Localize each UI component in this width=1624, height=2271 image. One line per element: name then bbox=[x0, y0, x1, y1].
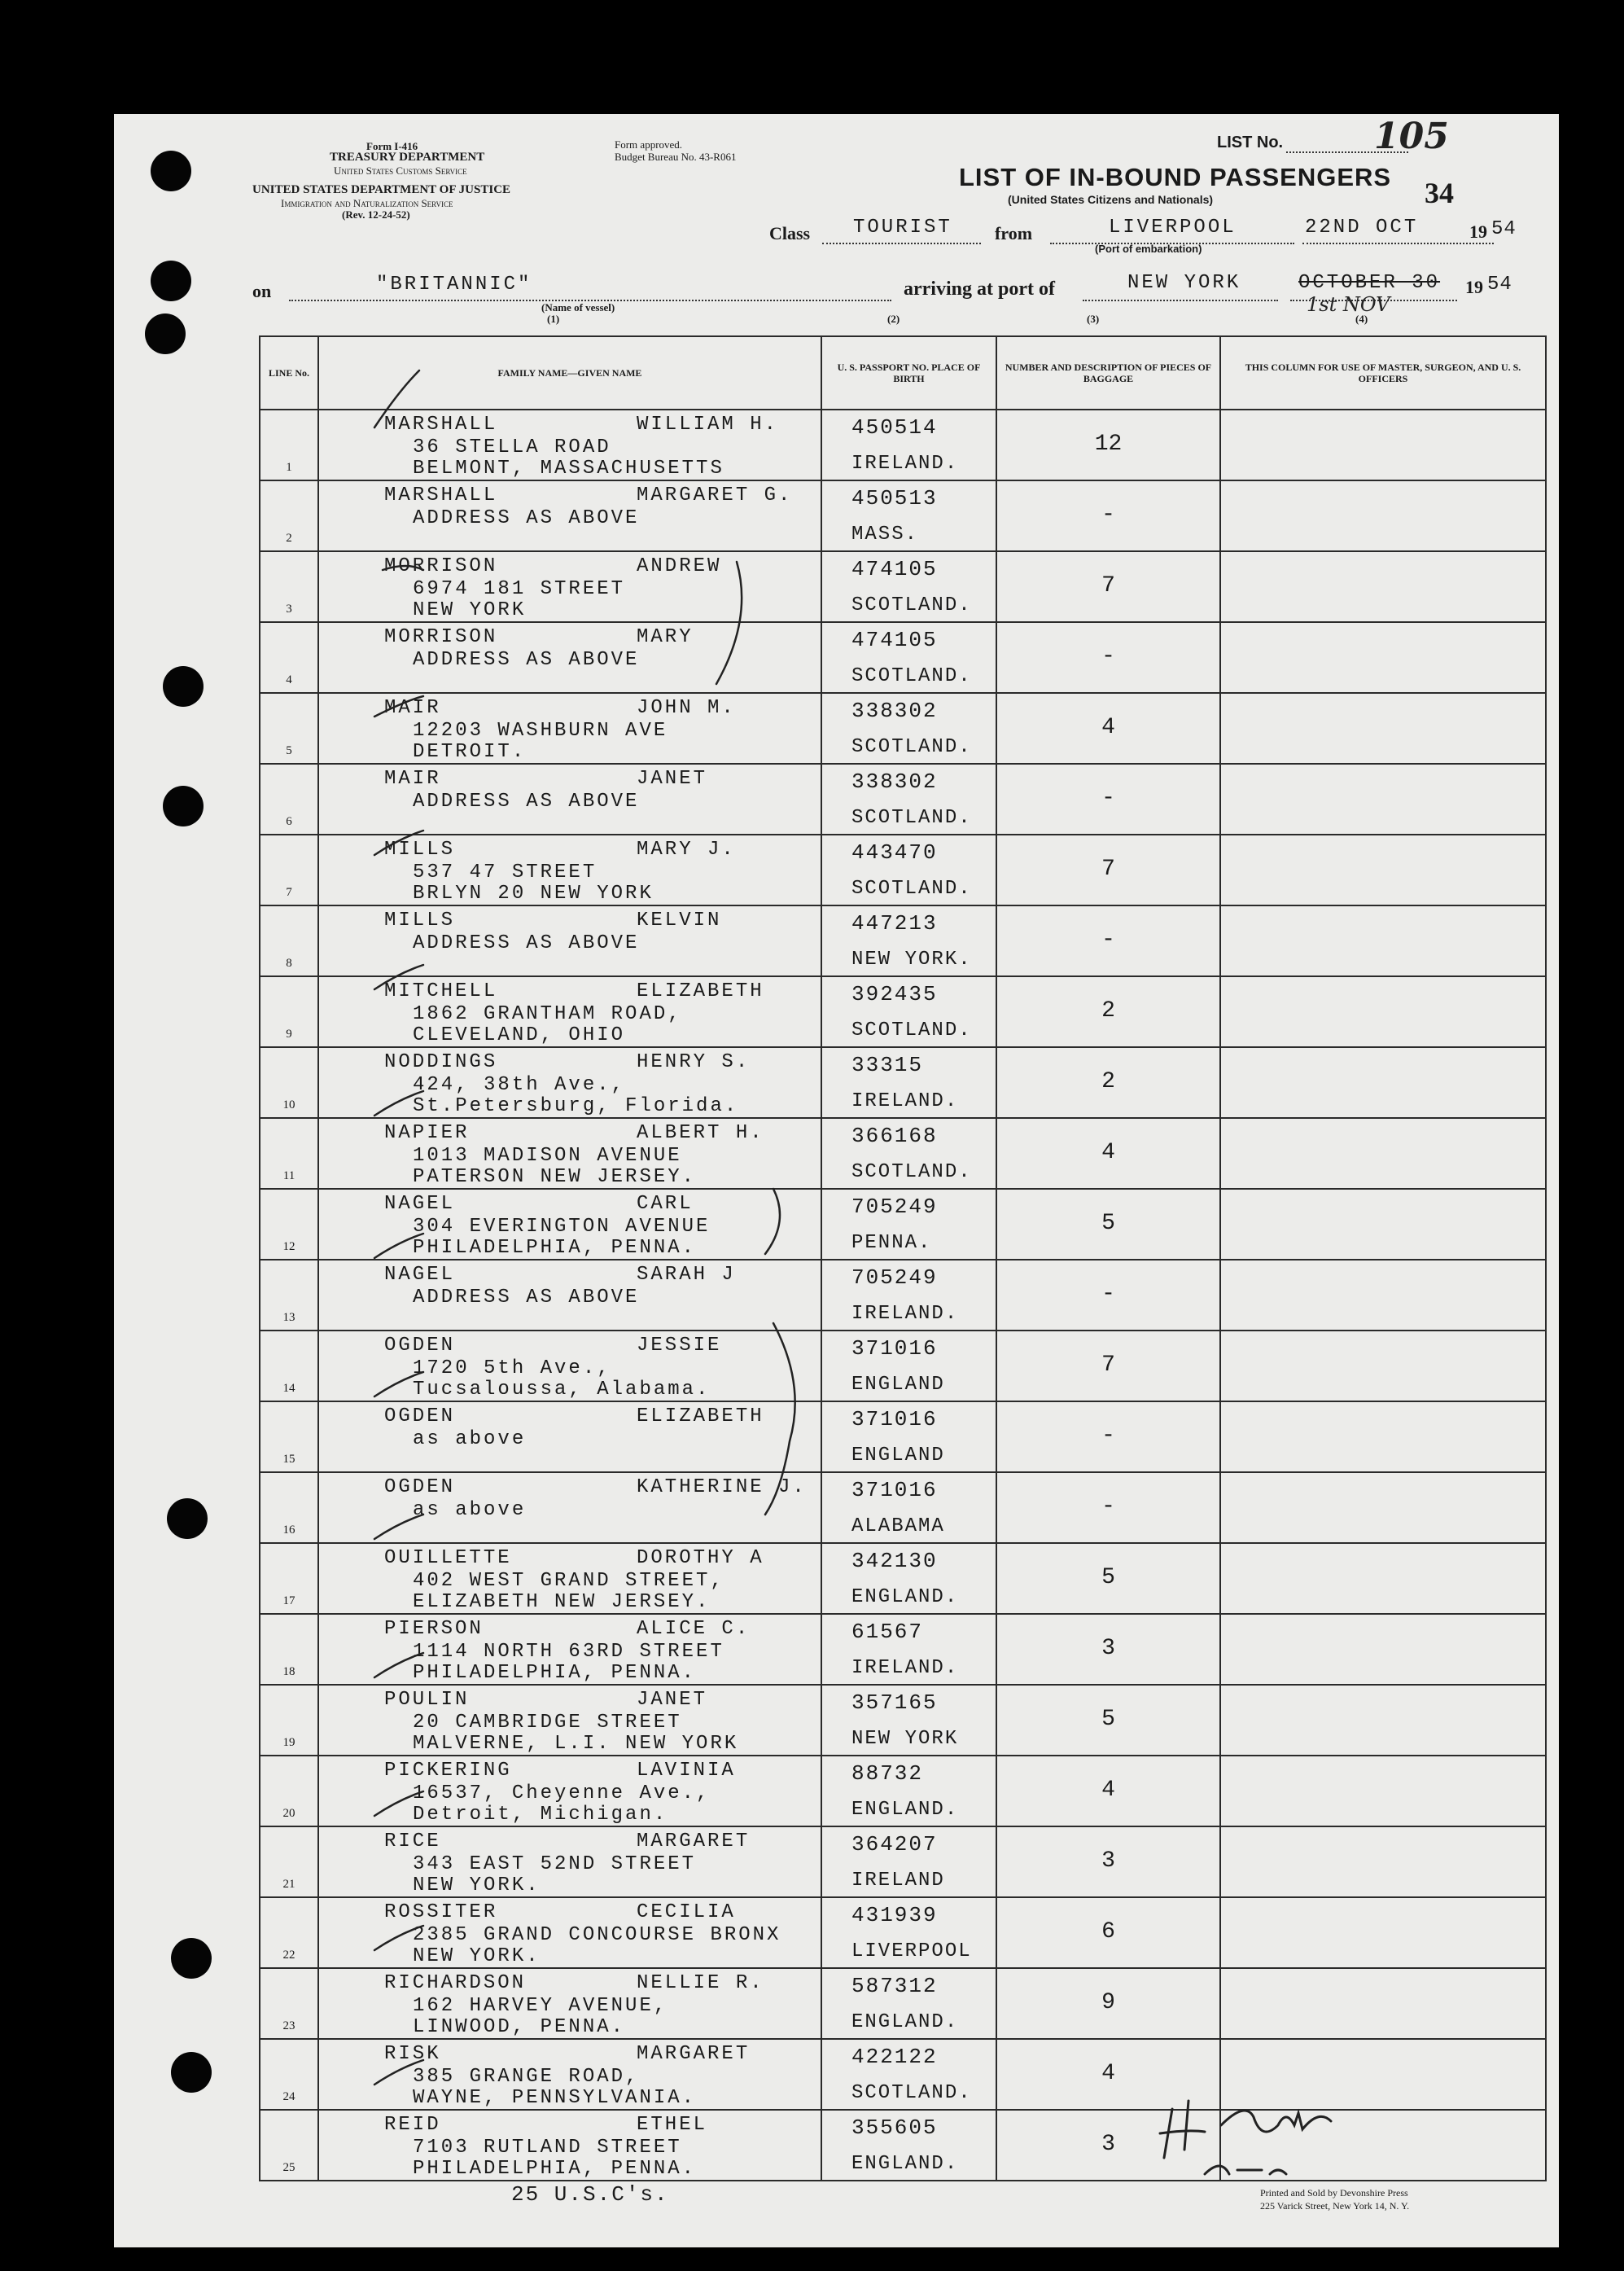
address-line-2: MALVERNE, L.I. NEW YORK bbox=[413, 1733, 739, 1755]
baggage-count: 5 bbox=[1101, 1565, 1115, 1590]
caption-4: (4) bbox=[1355, 313, 1368, 325]
address-line-2: DETROIT. bbox=[413, 741, 527, 763]
line-number: 2 bbox=[286, 532, 292, 545]
baggage-count: - bbox=[1101, 927, 1115, 953]
given-name: KATHERINE J. bbox=[637, 1476, 807, 1498]
place-of-birth: SCOTLAND. bbox=[851, 878, 972, 900]
passport-number: 705249 bbox=[851, 1265, 938, 1290]
family-name: NAGEL bbox=[384, 1264, 456, 1286]
address-line-2: NEW YORK bbox=[413, 599, 527, 621]
arrival-date-struck: OCTOBER 30 bbox=[1298, 272, 1441, 294]
place-of-birth: MASS. bbox=[851, 524, 919, 546]
col-name: FAMILY NAME—GIVEN NAME bbox=[318, 336, 821, 410]
place-of-birth: IRELAND. bbox=[851, 453, 959, 475]
passport-number: 364207 bbox=[851, 1832, 938, 1857]
page-number: 34 bbox=[1425, 177, 1454, 209]
passport-number: 88732 bbox=[851, 1761, 924, 1786]
family-name: POULIN bbox=[384, 1689, 470, 1711]
place-of-birth: IRELAND bbox=[851, 1870, 945, 1892]
passport-number: 355605 bbox=[851, 2115, 938, 2140]
address-line-1: ADDRESS AS ABOVE bbox=[413, 1287, 640, 1309]
baggage-count: - bbox=[1101, 786, 1115, 811]
address-line-2: PHILADELPHIA, PENNA. bbox=[413, 1662, 697, 1684]
address-line-1: 36 STELLA ROAD bbox=[413, 436, 611, 458]
given-name: JANET bbox=[637, 1689, 708, 1711]
line-number: 21 bbox=[282, 1878, 295, 1891]
family-name: MARSHALL bbox=[384, 414, 498, 436]
line-number: 22 bbox=[282, 1949, 295, 1962]
address-line-1: 20 CAMBRIDGE STREET bbox=[413, 1712, 682, 1734]
line-number: 16 bbox=[282, 1523, 295, 1537]
place-of-birth: NEW YORK. bbox=[851, 949, 972, 971]
col-line-no: LINE No. bbox=[260, 336, 318, 410]
passport-number: 450514 bbox=[851, 415, 938, 440]
baggage-count: - bbox=[1101, 644, 1115, 669]
passport-number: 357165 bbox=[851, 1690, 938, 1715]
place-of-birth: ENGLAND bbox=[851, 1374, 945, 1396]
family-name: RICE bbox=[384, 1830, 441, 1852]
address-line-1: 1114 NORTH 63RD STREET bbox=[413, 1641, 724, 1663]
line-number: 19 bbox=[282, 1736, 295, 1749]
line-number: 15 bbox=[282, 1453, 295, 1466]
arrival-date-correction: 1st NOV bbox=[1307, 293, 1390, 316]
passport-number: 342130 bbox=[851, 1549, 938, 1573]
given-name: KELVIN bbox=[637, 910, 722, 932]
place-of-birth: ENGLAND. bbox=[851, 1799, 959, 1821]
given-name: JESSIE bbox=[637, 1335, 722, 1357]
class-value: TOURIST bbox=[853, 217, 952, 239]
form-approved: Form approved. bbox=[615, 138, 683, 151]
family-name: NAGEL bbox=[384, 1193, 456, 1215]
given-name: ELIZABETH bbox=[637, 980, 764, 1002]
treasury-dept: TREASURY DEPARTMENT bbox=[330, 151, 485, 164]
list-number: 105 bbox=[1374, 116, 1449, 157]
place-of-birth: LIVERPOOL bbox=[851, 1940, 972, 1962]
address-line-1: 424, 38th Ave., bbox=[413, 1074, 626, 1096]
baggage-count: 4 bbox=[1101, 715, 1115, 740]
given-name: ETHEL bbox=[637, 2114, 708, 2136]
line-number: 24 bbox=[282, 2090, 295, 2103]
passport-number: 705249 bbox=[851, 1195, 938, 1219]
passport-number: 366168 bbox=[851, 1124, 938, 1148]
passport-number: 371016 bbox=[851, 1478, 938, 1502]
justice-dept: UNITED STATES DEPARTMENT OF JUSTICE bbox=[252, 183, 511, 196]
family-name: MORRISON bbox=[384, 626, 498, 648]
embark-caption: (Port of embarkation) bbox=[1095, 243, 1202, 255]
passport-number: 474105 bbox=[851, 557, 938, 581]
baggage-count: 2 bbox=[1101, 1069, 1115, 1094]
baggage-count: 7 bbox=[1101, 573, 1115, 598]
year-prefix-2: 19 bbox=[1465, 277, 1483, 297]
passport-number: 474105 bbox=[851, 628, 938, 652]
passport-number: 587312 bbox=[851, 1974, 938, 1998]
family-name: ROSSITER bbox=[384, 1901, 498, 1923]
col-passport: U. S. PASSPORT NO. PLACE OF BIRTH bbox=[821, 336, 996, 410]
printer-line-2: 225 Varick Street, New York 14, N. Y. bbox=[1260, 2200, 1410, 2212]
place-of-birth: IRELAND. bbox=[851, 1303, 959, 1325]
budget-bureau: Budget Bureau No. 43-R061 bbox=[615, 151, 737, 163]
officer-signature bbox=[1156, 2093, 1368, 2182]
address-line-2: NEW YORK. bbox=[413, 1945, 541, 1967]
family-name: MILLS bbox=[384, 839, 456, 861]
given-name: MARGARET G. bbox=[637, 484, 793, 506]
given-name: ANDREW bbox=[637, 555, 722, 577]
line-number: 23 bbox=[282, 2019, 295, 2032]
given-name: LAVINIA bbox=[637, 1760, 736, 1782]
line-number: 6 bbox=[286, 815, 292, 828]
address-line-1: ADDRESS AS ABOVE bbox=[413, 507, 640, 529]
place-of-birth: ENGLAND bbox=[851, 1445, 945, 1467]
passport-number: 443470 bbox=[851, 840, 938, 865]
line-number: 18 bbox=[282, 1665, 295, 1678]
address-line-1: 1862 GRANTHAM ROAD, bbox=[413, 1003, 682, 1025]
family-name: RICHARDSON bbox=[384, 1972, 527, 1994]
col-officers: THIS COLUMN FOR USE OF MASTER, SURGEON, AND U. S. OFFICERS bbox=[1220, 336, 1546, 410]
passport-number: 33315 bbox=[851, 1053, 924, 1077]
family-name: OGDEN bbox=[384, 1335, 456, 1357]
form-number: Form I-416 bbox=[366, 140, 418, 152]
line-number: 13 bbox=[282, 1311, 295, 1324]
address-line-1: 2385 GRAND CONCOURSE BRONX bbox=[413, 1924, 781, 1946]
baggage-count: 3 bbox=[1101, 1848, 1115, 1874]
address-line-2: Tucsaloussa, Alabama. bbox=[413, 1379, 711, 1401]
baggage-count: 9 bbox=[1101, 1990, 1115, 2015]
given-name: ELIZABETH bbox=[637, 1405, 764, 1427]
line-number: 14 bbox=[282, 1382, 295, 1395]
place-of-birth: ENGLAND. bbox=[851, 1586, 959, 1608]
passport-number: 371016 bbox=[851, 1336, 938, 1361]
address-line-2: CLEVELAND, OHIO bbox=[413, 1024, 626, 1046]
address-line-1: 16537, Cheyenne Ave., bbox=[413, 1782, 711, 1804]
embarkation-port: LIVERPOOL bbox=[1109, 217, 1237, 239]
given-name: DOROTHY A bbox=[637, 1547, 764, 1569]
family-name: OGDEN bbox=[384, 1405, 456, 1427]
caption-3: (3) bbox=[1087, 313, 1100, 325]
family-name: MARSHALL bbox=[384, 484, 498, 506]
given-name: ALBERT H. bbox=[637, 1122, 764, 1144]
list-no-label: LIST No. bbox=[1217, 134, 1284, 151]
family-name: MILLS bbox=[384, 910, 456, 932]
from-label: from bbox=[995, 223, 1033, 243]
given-name: HENRY S. bbox=[637, 1051, 751, 1073]
given-name: ALICE C. bbox=[637, 1618, 751, 1640]
place-of-birth: IRELAND. bbox=[851, 1090, 959, 1112]
address-line-1: 1013 MADISON AVENUE bbox=[413, 1145, 682, 1167]
address-line-1: 1720 5th Ave., bbox=[413, 1357, 611, 1379]
family-name: MITCHELL bbox=[384, 980, 498, 1002]
baggage-count: 7 bbox=[1101, 857, 1115, 882]
place-of-birth: NEW YORK bbox=[851, 1728, 959, 1750]
given-name: SARAH J bbox=[637, 1264, 736, 1286]
vessel-name: "BRITANNIC" bbox=[376, 274, 532, 296]
given-name: WILLIAM H. bbox=[637, 414, 779, 436]
baggage-count: 5 bbox=[1101, 1211, 1115, 1236]
family-name: PIERSON bbox=[384, 1618, 484, 1640]
given-name: NELLIE R. bbox=[637, 1972, 764, 1994]
line-number: 9 bbox=[286, 1028, 292, 1041]
family-name: OGDEN bbox=[384, 1476, 456, 1498]
baggage-count: - bbox=[1101, 1494, 1115, 1519]
given-name: MARY J. bbox=[637, 839, 736, 861]
family-name: REID bbox=[384, 2114, 441, 2136]
address-line-1: 385 GRANGE ROAD, bbox=[413, 2066, 640, 2088]
line-number: 17 bbox=[282, 1594, 295, 1607]
address-line-2: PATERSON NEW JERSEY. bbox=[413, 1166, 697, 1188]
passport-number: 431939 bbox=[851, 1903, 938, 1927]
family-name: PICKERING bbox=[384, 1760, 512, 1782]
vessel-caption: (Name of vessel) bbox=[541, 301, 615, 313]
family-name: NAPIER bbox=[384, 1122, 470, 1144]
place-of-birth: SCOTLAND. bbox=[851, 594, 972, 616]
address-line-2: PHILADELPHIA, PENNA. bbox=[413, 2158, 697, 2180]
line-number: 4 bbox=[286, 673, 292, 686]
given-name: MARGARET bbox=[637, 2043, 751, 2065]
address-line-1: 402 WEST GRAND STREET, bbox=[413, 1570, 724, 1592]
place-of-birth: ENGLAND. bbox=[851, 2153, 959, 2175]
given-name: JOHN M. bbox=[637, 697, 736, 719]
address-line-2: LINWOOD, PENNA. bbox=[413, 2016, 626, 2038]
class-label: Class bbox=[769, 223, 811, 243]
passport-number: 371016 bbox=[851, 1407, 938, 1431]
baggage-count: 4 bbox=[1101, 1140, 1115, 1165]
arriving-label: arriving at port of bbox=[904, 278, 1055, 300]
line-number: 7 bbox=[286, 886, 292, 899]
place-of-birth: SCOTLAND. bbox=[851, 1161, 972, 1183]
family-name: RISK bbox=[384, 2043, 441, 2065]
address-line-1: 343 EAST 52ND STREET bbox=[413, 1853, 697, 1875]
line-number: 10 bbox=[282, 1098, 295, 1111]
place-of-birth: ALABAMA bbox=[851, 1515, 945, 1537]
baggage-count: 3 bbox=[1101, 1636, 1115, 1661]
baggage-count: 4 bbox=[1101, 2061, 1115, 2086]
year-suffix-2: 54 bbox=[1487, 274, 1512, 296]
family-name: MAIR bbox=[384, 697, 441, 719]
given-name: MARGARET bbox=[637, 1830, 751, 1852]
baggage-count: 2 bbox=[1101, 998, 1115, 1024]
given-name: JANET bbox=[637, 768, 708, 790]
place-of-birth: PENNA. bbox=[851, 1232, 932, 1254]
family-name: MORRISON bbox=[384, 555, 498, 577]
caption-2: (2) bbox=[887, 313, 900, 325]
baggage-count: 7 bbox=[1101, 1353, 1115, 1378]
line-number: 3 bbox=[286, 603, 292, 616]
baggage-count: - bbox=[1101, 1282, 1115, 1307]
line-number: 12 bbox=[282, 1240, 295, 1253]
baggage-count: 12 bbox=[1094, 432, 1123, 457]
address-line-1: 162 HARVEY AVENUE, bbox=[413, 1995, 668, 2017]
printer-line-1: Printed and Sold by Devonshire Press bbox=[1260, 2187, 1408, 2199]
place-of-birth: SCOTLAND. bbox=[851, 1019, 972, 1041]
place-of-birth: ENGLAND. bbox=[851, 2011, 959, 2033]
on-label: on bbox=[252, 281, 272, 301]
total-citizens: 25 U.S.C's. bbox=[511, 2182, 669, 2207]
address-line-2: WAYNE, PENNSYLVANIA. bbox=[413, 2087, 697, 2109]
baggage-count: 4 bbox=[1101, 1778, 1115, 1803]
place-of-birth: IRELAND. bbox=[851, 1657, 959, 1679]
address-line-2: Detroit, Michigan. bbox=[413, 1804, 668, 1826]
place-of-birth: SCOTLAND. bbox=[851, 2082, 972, 2104]
address-line-2: ELIZABETH NEW JERSEY. bbox=[413, 1591, 711, 1613]
ins-service: Immigration and Naturalization Service bbox=[281, 197, 453, 209]
baggage-count: - bbox=[1101, 502, 1115, 528]
passport-number: 447213 bbox=[851, 911, 938, 936]
line-number: 1 bbox=[286, 461, 292, 474]
passport-number: 422122 bbox=[851, 2045, 938, 2069]
baggage-count: - bbox=[1101, 1423, 1115, 1449]
place-of-birth: SCOTLAND. bbox=[851, 665, 972, 687]
family-name: NODDINGS bbox=[384, 1051, 498, 1073]
family-name: MAIR bbox=[384, 768, 441, 790]
address-line-2: St.Petersburg, Florida. bbox=[413, 1095, 739, 1117]
address-line-1: 537 47 STREET bbox=[413, 861, 598, 883]
given-name: MARY bbox=[637, 626, 694, 648]
family-name: OUILLETTE bbox=[384, 1547, 512, 1569]
year-prefix-1: 19 bbox=[1469, 221, 1487, 242]
year-suffix-1: 54 bbox=[1491, 218, 1517, 240]
passport-number: 338302 bbox=[851, 769, 938, 794]
line-number: 11 bbox=[282, 1169, 295, 1182]
line-number: 5 bbox=[286, 744, 292, 757]
passport-number: 61567 bbox=[851, 1620, 924, 1644]
page-title: LIST OF IN-BOUND PASSENGERS bbox=[959, 163, 1392, 191]
passport-number: 392435 bbox=[851, 982, 938, 1006]
address-line-1: 12203 WASHBURN AVE bbox=[413, 720, 668, 742]
address-line-1: 7103 RUTLAND STREET bbox=[413, 2137, 682, 2159]
address-line-1: ADDRESS AS ABOVE bbox=[413, 791, 640, 813]
address-line-1: 304 EVERINGTON AVENUE bbox=[413, 1216, 711, 1238]
address-line-2: BRLYN 20 NEW YORK bbox=[413, 883, 654, 905]
caption-1: (1) bbox=[547, 313, 560, 325]
passport-number: 338302 bbox=[851, 699, 938, 723]
address-line-2: NEW YORK. bbox=[413, 1874, 541, 1896]
arrival-port: NEW YORK bbox=[1127, 272, 1241, 294]
departure-date: 22ND OCT bbox=[1305, 217, 1419, 239]
passport-number: 450513 bbox=[851, 486, 938, 511]
line-number: 8 bbox=[286, 957, 292, 970]
given-name: CECILIA bbox=[637, 1901, 736, 1923]
place-of-birth: SCOTLAND. bbox=[851, 807, 972, 829]
address-line-2: PHILADELPHIA, PENNA. bbox=[413, 1237, 697, 1259]
col-baggage: NUMBER AND DESCRIPTION OF PIECES OF BAGGAGE bbox=[996, 336, 1220, 410]
customs-service: United States Customs Service bbox=[334, 164, 467, 177]
baggage-count: 3 bbox=[1101, 2132, 1115, 2157]
address-line-1: ADDRESS AS ABOVE bbox=[413, 932, 640, 954]
given-name: CARL bbox=[637, 1193, 694, 1215]
address-line-1: as above bbox=[413, 1428, 527, 1450]
address-line-1: as above bbox=[413, 1499, 527, 1521]
line-number: 20 bbox=[282, 1807, 295, 1820]
place-of-birth: SCOTLAND. bbox=[851, 736, 972, 758]
baggage-count: 6 bbox=[1101, 1919, 1115, 1944]
address-line-1: ADDRESS AS ABOVE bbox=[413, 649, 640, 671]
revision: (Rev. 12-24-52) bbox=[342, 208, 410, 221]
address-line-1: 6974 181 STREET bbox=[413, 578, 626, 600]
page-subtitle: (United States Citizens and Nationals) bbox=[1008, 193, 1214, 206]
address-line-2: BELMONT, MASSACHUSETTS bbox=[413, 458, 724, 480]
line-number: 25 bbox=[282, 2161, 295, 2174]
baggage-count: 5 bbox=[1101, 1707, 1115, 1732]
